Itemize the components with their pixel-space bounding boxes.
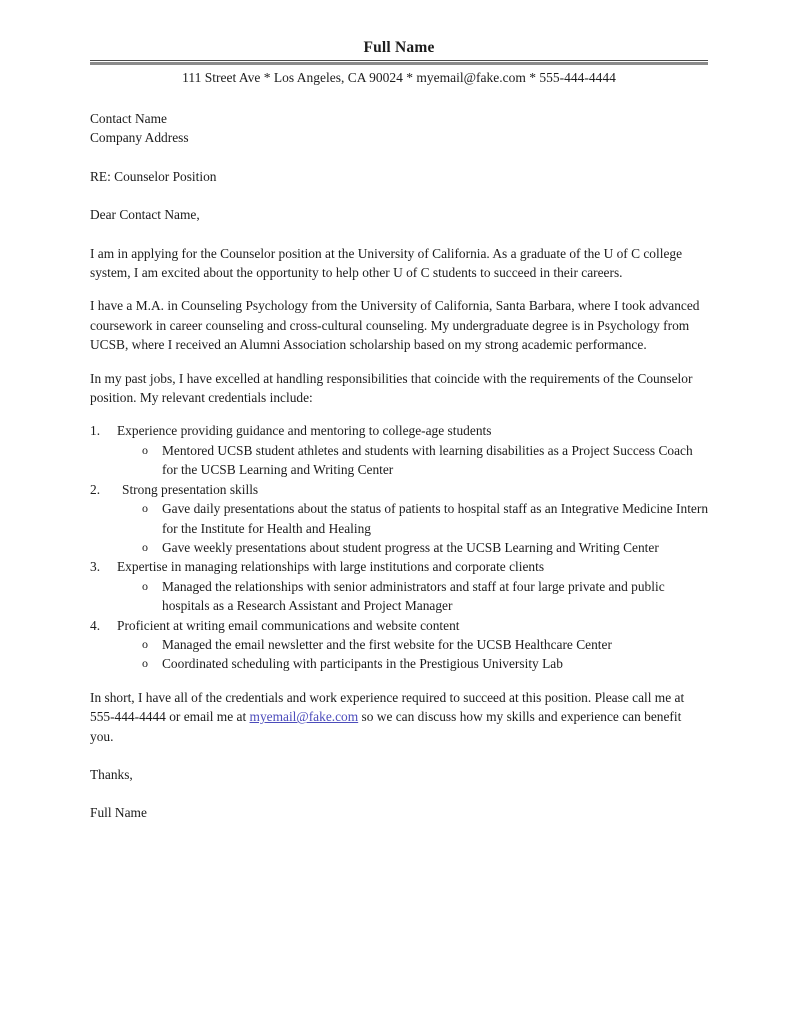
spacer (90, 674, 708, 688)
paragraph-intro: I am in applying for the Counselor position at the University of California. As a graduate of the U of C college system, I am excited about the opportunity to help other U of C students to succeed in their careers. (90, 245, 683, 281)
credential-number: 3. (90, 559, 101, 575)
circle-bullet-icon: o (142, 539, 148, 554)
credential-number: 4. (90, 617, 101, 633)
paragraph-closing (90, 688, 708, 746)
circle-bullet-icon: o (142, 578, 148, 593)
spacer (90, 225, 708, 244)
circle-bullet-icon: o (142, 656, 148, 671)
spacer (90, 87, 708, 109)
credential-sub-item (90, 635, 708, 654)
credential-sub-list (90, 441, 708, 480)
sign-off: Thanks, (90, 766, 133, 782)
credential-sub-item (90, 441, 708, 480)
credential-item (90, 421, 708, 479)
credential-row (90, 421, 708, 440)
letterhead-divider (90, 60, 708, 65)
credential-item (90, 616, 708, 674)
credential-number: 2. (90, 481, 101, 497)
credential-sub-item (90, 499, 708, 538)
credential-label: Experience providing guidance and mentoring to college-age students (117, 423, 492, 439)
paragraph-education: I have a M.A. in Counseling Psychology from the University of California, Santa Barbara, where I took advanced coursework in career counseling and cross-cultural counseling. My undergraduate degree is in Psychology from UCSB, where I received an Alumni Association scholarship based on my strong academic performance. (90, 298, 700, 353)
credential-row (90, 480, 708, 499)
credential-item (90, 557, 708, 615)
spacer (90, 407, 708, 421)
circle-bullet-icon: o (142, 501, 148, 516)
spacer (90, 282, 708, 296)
credential-sub-item (90, 577, 708, 616)
email-link[interactable]: myemail@fake.com (249, 709, 359, 725)
credential-label: Strong presentation skills (122, 481, 259, 497)
credential-sub-list (90, 499, 708, 557)
credential-sub-label: Mentored UCSB student athletes and students with learning disabilities as a Project Success Coach for the UCSB Learning and Writing Center (162, 442, 693, 478)
paragraph-credentials-lead: In my past jobs, I have excelled at handling responsibilities that coincide with the requirements of the Counselor position. My relevant credentials include: (90, 370, 693, 406)
cover-letter-body (90, 38, 708, 823)
recipient-company-address: Company Address (90, 130, 189, 146)
credential-sub-label: Gave weekly presentations about student progress at the UCSB Learning and Writing Center (162, 539, 659, 555)
credential-row (90, 616, 708, 635)
credential-sub-item (90, 654, 708, 673)
spacer (90, 784, 708, 803)
credential-sub-label: Gave daily presentations about the status of patients to hospital staff as an Integrative Medicine Intern for the Institute for Health and Healing (162, 501, 709, 536)
credential-row (90, 557, 708, 576)
closing-text-after-link: so we can discuss how my skills and experience can benefit you. (90, 709, 682, 744)
credential-label: Proficient at writing email communications and website content (117, 617, 460, 633)
credential-sub-label: Managed the email newsletter and the first website for the UCSB Healthcare Center (162, 636, 612, 652)
letterhead (90, 38, 708, 87)
credential-sub-list (90, 577, 708, 616)
spacer (90, 186, 708, 205)
credential-sub-item (90, 538, 708, 557)
letterhead-name: Full Name (363, 39, 435, 56)
closing-text-before-link: In short, I have all of the credentials and work experience required to succeed at this position. Please call me at 555-444-4444 or email me at (90, 689, 685, 725)
credential-sub-label: Coordinated scheduling with participants in the Prestigious University Lab (162, 656, 563, 672)
recipient-contact-name: Contact Name (90, 111, 167, 126)
credential-item (90, 480, 708, 558)
recipient-block (90, 109, 708, 148)
spacer (90, 148, 708, 167)
credentials-list (90, 421, 708, 673)
letterhead-contact-line: 111 Street Ave * Los Angeles, CA 90024 * myemail@fake.com * 555-444-4444 (182, 70, 616, 85)
credential-sub-label: Managed the relationships with senior administrators and staff at four large private and public hospitals as a Research Assistant and Project Manager (162, 578, 665, 614)
salutation: Dear Contact Name, (90, 207, 200, 223)
credential-label: Expertise in managing relationships with large institutions and corporate clients (117, 559, 545, 575)
circle-bullet-icon: o (142, 636, 148, 651)
credential-number: 1. (90, 423, 101, 439)
spacer (90, 355, 708, 369)
circle-bullet-icon: o (142, 442, 148, 457)
credential-sub-list (90, 635, 708, 674)
spacer (90, 746, 708, 765)
signature-name: Full Name (90, 805, 147, 821)
subject-line: RE: Counselor Position (90, 168, 217, 184)
